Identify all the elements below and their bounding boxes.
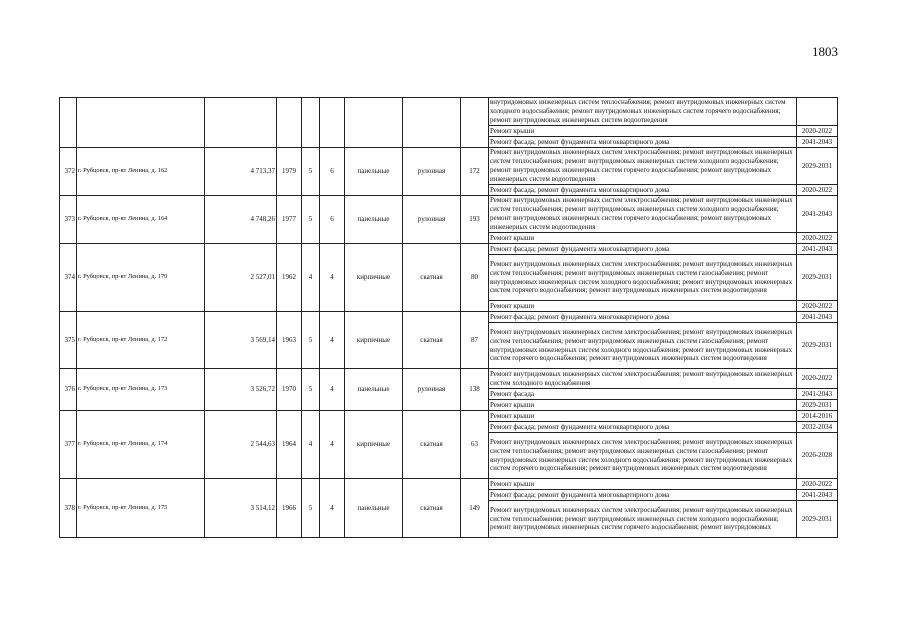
table-row <box>60 411 838 422</box>
table-row <box>60 98 838 126</box>
address-cell: г. Рубцовск, пр-кт Ленина, д. 170 <box>77 244 205 312</box>
period-cell: 2020-2022 <box>797 369 838 389</box>
floors-cell: 4 <box>302 244 320 312</box>
wall-material-cell: кирпичные <box>345 244 403 312</box>
empty-cell <box>60 98 77 148</box>
period-cell: 2020-2022 <box>797 479 838 490</box>
capital-repair-table <box>59 97 838 538</box>
period-cell: 2041-2043 <box>797 196 838 233</box>
empty-cell <box>302 98 320 148</box>
year-cell: 1963 <box>277 312 302 369</box>
table-row <box>60 312 838 323</box>
area-cell: 4 713,37 <box>205 148 277 196</box>
roof-type-cell: рулонная <box>403 369 461 411</box>
apartments-cell: 138 <box>461 369 489 411</box>
area-cell: 3 514,12 <box>205 479 277 538</box>
year-cell: 1977 <box>277 196 302 244</box>
period-cell: 2041-2043 <box>797 389 838 400</box>
floors-cell: 5 <box>302 369 320 411</box>
entrances-cell: 4 <box>320 312 345 369</box>
work-cell: Ремонт крыши <box>489 126 797 137</box>
year-cell: 1970 <box>277 369 302 411</box>
apartments-cell: 172 <box>461 148 489 196</box>
period-cell: 2020-2022 <box>797 126 838 137</box>
work-cell: Ремонт фасада; ремонт фундамента многоквартирного дома <box>489 312 797 323</box>
house-number-cell: 378 <box>60 479 77 538</box>
house-number-cell: 374 <box>60 244 77 312</box>
empty-cell <box>403 98 461 148</box>
wall-material-cell: кирпичные <box>345 312 403 369</box>
period-cell: 2020-2022 <box>797 301 838 312</box>
address-cell: г. Рубцовск, пр-кт Ленина, д. 174 <box>77 411 205 479</box>
floors-cell: 5 <box>302 148 320 196</box>
empty-cell <box>77 98 205 148</box>
apartments-cell: 87 <box>461 312 489 369</box>
house-number-cell: 372 <box>60 148 77 196</box>
work-cell: Ремонт внутридомовых инженерных систем электроснабжения; ремонт внутридомовых инженерных систем теплоснабжения; ремонт внутридомовых инженерных систем холодного водоснабжения; ремонт внутридомовых инженерных систем горячего водоснабжения; ремонт внутридомовых инженерных систем водоотведения <box>489 148 797 185</box>
entrances-cell: 4 <box>320 479 345 538</box>
work-cell: Ремонт крыши <box>489 479 797 490</box>
address-cell: г. Рубцовск, пр-кт Ленина, д. 162 <box>77 148 205 196</box>
table-row <box>60 196 838 233</box>
empty-cell <box>205 98 277 148</box>
table-row <box>60 479 838 490</box>
work-cell: Ремонт фасада; ремонт фундамента многоквартирного дома <box>489 137 797 148</box>
year-cell: 1964 <box>277 411 302 479</box>
period-cell: 2041-2043 <box>797 490 838 501</box>
period-cell: 2020-2022 <box>797 185 838 196</box>
work-cell: Ремонт внутридомовых инженерных систем электроснабжения; ремонт внутридомовых инженерных систем теплоснабжения; ремонт внутридомовых инженерных систем газоснабжения; ремонт внутридомовых инженерных систем холодного водоснабжения; ремонт внутридомовых инженерных систем горячего водоснабжения; ремонт внутридомовых инженерных систем водоотведения <box>489 323 797 369</box>
year-cell: 1979 <box>277 148 302 196</box>
area-cell: 2 527,01 <box>205 244 277 312</box>
entrances-cell: 4 <box>320 369 345 411</box>
address-cell: г. Рубцовск, пр-кт Ленина, д. 173 <box>77 369 205 411</box>
period-cell <box>797 98 838 126</box>
empty-cell <box>461 98 489 148</box>
house-number-cell: 375 <box>60 312 77 369</box>
period-cell: 2029-2031 <box>797 501 838 538</box>
wall-material-cell: панельные <box>345 148 403 196</box>
year-cell: 1962 <box>277 244 302 312</box>
period-cell: 2026-2028 <box>797 433 838 479</box>
entrances-cell: 6 <box>320 148 345 196</box>
period-cell: 2029-2031 <box>797 148 838 185</box>
roof-type-cell: рулонная <box>403 196 461 244</box>
wall-material-cell: кирпичные <box>345 411 403 479</box>
period-cell: 2041-2043 <box>797 244 838 255</box>
table-row <box>60 244 838 255</box>
work-cell: Ремонт внутридомовых инженерных систем электроснабжения; ремонт внутридомовых инженерных систем теплоснабжения; ремонт внутридомовых инженерных систем газоснабжения; ремонт внутридомовых инженерных систем холодного водоснабжения; ремонт внутридомовых инженерных систем горячего водоснабжения; ремонт внутридомовых инженерных систем водоотведения <box>489 433 797 479</box>
table-row <box>60 369 838 389</box>
work-cell: Ремонт внутридомовых инженерных систем электроснабжения; ремонт внутридомовых инженерных систем теплоснабжения; ремонт внутридомовых инженерных систем холодного водоснабжения; ремонт внутридомовых инженерных систем горячего водоснабжения; ремонт внутридомовых <box>489 501 797 538</box>
work-cell: Ремонт крыши <box>489 233 797 244</box>
apartments-cell: 149 <box>461 479 489 538</box>
empty-cell <box>320 98 345 148</box>
table-body <box>60 98 838 538</box>
period-cell: 2029-2031 <box>797 323 838 369</box>
entrances-cell: 6 <box>320 196 345 244</box>
roof-type-cell: скатная <box>403 244 461 312</box>
work-cell: Ремонт внутридомовых инженерных систем электроснабжения; ремонт внутридомовых инженерных систем теплоснабжения; ремонт внутридомовых инженерных систем газоснабжения; ремонт внутридомовых инженерных систем холодного водоснабжения; ремонт внутридомовых инженерных систем горячего водоснабжения; ремонт внутридомовых инженерных систем водоотведения <box>489 255 797 301</box>
address-cell: г. Рубцовск, пр-кт Ленина, д. 175 <box>77 479 205 538</box>
work-cell: Ремонт крыши <box>489 400 797 411</box>
work-cell: Ремонт крыши <box>489 301 797 312</box>
floors-cell: 5 <box>302 196 320 244</box>
empty-cell <box>277 98 302 148</box>
roof-type-cell: рулонная <box>403 148 461 196</box>
year-cell: 1966 <box>277 479 302 538</box>
address-cell: г. Рубцовск, пр-кт Ленина, д. 164 <box>77 196 205 244</box>
apartments-cell: 193 <box>461 196 489 244</box>
entrances-cell: 4 <box>320 411 345 479</box>
area-cell: 3 569,14 <box>205 312 277 369</box>
house-number-cell: 376 <box>60 369 77 411</box>
period-cell: 2020-2022 <box>797 233 838 244</box>
period-cell: 2032-2034 <box>797 422 838 433</box>
entrances-cell: 4 <box>320 244 345 312</box>
work-cell: Ремонт внутридомовых инженерных систем электроснабжения; ремонт внутридомовых инженерных систем холодного водоснабжения <box>489 369 797 389</box>
period-cell: 2029-2031 <box>797 255 838 301</box>
period-cell: 2014-2016 <box>797 411 838 422</box>
floors-cell: 5 <box>302 312 320 369</box>
period-cell: 2041-2043 <box>797 312 838 323</box>
floors-cell: 4 <box>302 411 320 479</box>
apartments-cell: 63 <box>461 411 489 479</box>
work-cell: внутридомовых инженерных систем теплоснабжения; ремонт внутридомовых инженерных систем холодного водоснабжения; ремонт внутридомовых инженерных систем горячего водоснабжения; ремонт внутридомовых инженерных систем водоотведения <box>489 98 797 126</box>
wall-material-cell: панельные <box>345 196 403 244</box>
area-cell: 3 526,72 <box>205 369 277 411</box>
period-cell: 2029-2031 <box>797 400 838 411</box>
address-cell: г. Рубцовск, пр-кт Ленина, д. 172 <box>77 312 205 369</box>
work-cell: Ремонт внутридомовых инженерных систем электроснабжения; ремонт внутридомовых инженерных систем теплоснабжения; ремонт внутридомовых инженерных систем холодного водоснабжения; ремонт внутридомовых инженерных систем горячего водоснабжения; ремонт внутридомовых инженерных систем водоотведения <box>489 196 797 233</box>
area-cell: 2 544,63 <box>205 411 277 479</box>
period-cell: 2041-2043 <box>797 137 838 148</box>
floors-cell: 5 <box>302 479 320 538</box>
roof-type-cell: скатная <box>403 479 461 538</box>
wall-material-cell: панельные <box>345 369 403 411</box>
roof-type-cell: скатная <box>403 411 461 479</box>
work-cell: Ремонт фасада; ремонт фундамента многоквартирного дома <box>489 185 797 196</box>
wall-material-cell: панельные <box>345 479 403 538</box>
work-cell: Ремонт фасада <box>489 389 797 400</box>
house-number-cell: 377 <box>60 411 77 479</box>
house-number-cell: 373 <box>60 196 77 244</box>
empty-cell <box>345 98 403 148</box>
work-cell: Ремонт фасада; ремонт фундамента многоквартирного дома <box>489 422 797 433</box>
area-cell: 4 748,26 <box>205 196 277 244</box>
work-cell: Ремонт фасада; ремонт фундамента многоквартирного дома <box>489 490 797 501</box>
table-row <box>60 148 838 185</box>
page-number: 1803 <box>812 44 838 59</box>
work-cell: Ремонт крыши <box>489 411 797 422</box>
roof-type-cell: скатная <box>403 312 461 369</box>
apartments-cell: 80 <box>461 244 489 312</box>
work-cell: Ремонт фасада; ремонт фундамента многоквартирного дома <box>489 244 797 255</box>
